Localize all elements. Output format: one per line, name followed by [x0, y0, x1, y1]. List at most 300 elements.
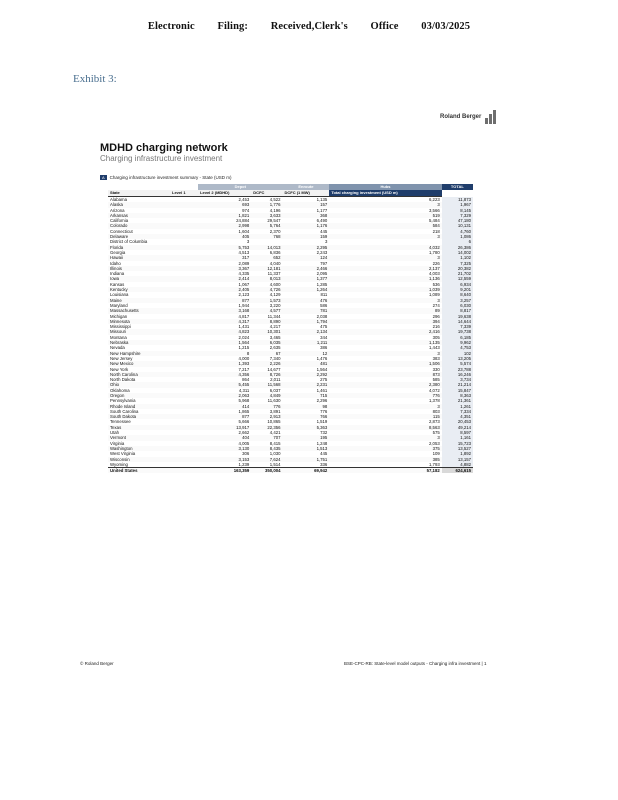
cell-state: Georgia: [110, 249, 126, 255]
cell-dcfc: 1,776: [251, 202, 282, 207]
cell-total: 5,574: [442, 361, 473, 366]
cell-dcfc-1mw: 115: [329, 414, 441, 419]
cell-dcfc-1mw: 109: [432, 451, 440, 457]
cell-hubs: 159: [283, 234, 330, 239]
cell-total: 1,161: [442, 435, 473, 440]
cell-dcfc: 2,635: [269, 345, 281, 351]
cell-level2: 1,564: [198, 340, 251, 345]
filing-header-word1: Electronic: [147, 21, 195, 32]
cell-dcfc: 22,356: [251, 425, 282, 430]
column-header-dcfc: DCFC: [251, 190, 282, 197]
cell-dcfc-1mw: 385: [329, 457, 441, 462]
cell-level2: 4,823: [198, 329, 251, 334]
cell-hubs: 1,211: [283, 340, 330, 345]
cell-level2: 4,000: [238, 355, 250, 361]
cell-dcfc: 776: [251, 404, 282, 409]
cell-dcfc: 67: [251, 351, 282, 356]
cell-dcfc-1mw: 6,223: [428, 197, 440, 202]
cell-state: Montana: [110, 334, 127, 340]
filing-header-word3: Received,Clerk's: [270, 21, 348, 32]
cell-dcfc-1mw: 1,089: [428, 292, 440, 298]
cell-dcfc: 14,013: [251, 245, 282, 250]
filing-header: [0, 21, 618, 32]
cell-level2: 877: [198, 298, 251, 303]
cell-total: 1,967: [442, 202, 473, 207]
cell-dcfc: 12,181: [251, 266, 282, 271]
cell-total: 7,329: [442, 213, 473, 218]
cell-dcfc: 3,633: [251, 213, 282, 218]
cell-dcfc-1mw: 3,566: [428, 207, 440, 213]
logo-text: Roland Berger: [440, 114, 482, 120]
cell-hubs: 1,264: [283, 287, 330, 292]
cell-hubs: 344: [320, 334, 328, 340]
cell-total: 1,086: [442, 234, 473, 239]
cell-state: Virginia: [110, 440, 125, 446]
cell-state: Pennsylvania: [110, 398, 136, 404]
cell-dcfc: 10,865: [267, 419, 281, 425]
cell-level2: 5,753: [198, 245, 251, 250]
cell-level2: 1,944: [238, 302, 250, 308]
investment-table: [108, 184, 473, 473]
cell-level2: 405: [198, 234, 251, 239]
column-header-level1: Level 1: [170, 190, 198, 197]
cell-level2: 5,968: [238, 398, 250, 404]
cell-hubs: 476: [283, 298, 330, 303]
cell-level2: 1,067: [238, 281, 250, 287]
cell-dcfc-1mw: 519: [329, 213, 441, 218]
cell-dcfc-1mw: 4,003: [428, 271, 440, 277]
cell-hubs: 69,942: [283, 468, 330, 474]
cell-hubs: 1,377: [283, 276, 330, 281]
cell-hubs: 797: [320, 260, 328, 266]
group-header-total: TOTAL: [442, 184, 473, 190]
filing-header-word4: Office: [370, 21, 399, 32]
table-tag: A: [102, 175, 105, 180]
cell-level2: 864: [242, 377, 250, 383]
cell-state: South Carolina: [110, 408, 139, 414]
cell-hubs: 1,176: [283, 223, 330, 228]
cell-dcfc-1mw: 5,484: [428, 218, 440, 224]
cell-dcfc-1mw: 394: [329, 319, 441, 324]
cell-dcfc-1mw: 1,378: [428, 398, 440, 404]
cell-total: 13,157: [442, 457, 473, 462]
cell-hubs: 3: [324, 239, 328, 245]
cell-level2: 3: [246, 239, 250, 245]
cell-dcfc: 707: [251, 435, 282, 440]
cell-dcfc: 8,013: [251, 276, 282, 281]
column-header-level2: Level 2 (MDHD): [198, 190, 251, 197]
cell-total: 7,325: [442, 261, 473, 266]
cell-total: 102: [442, 351, 473, 356]
cell-state: Oklahoma: [110, 387, 130, 393]
cell-level2: 5,666: [238, 419, 250, 425]
cell-state: South Dakota: [108, 414, 170, 419]
cell-dcfc-1mw: 2,137: [329, 266, 441, 271]
cell-hubs: 1,513: [283, 446, 330, 451]
cell-total: 4,351: [442, 414, 473, 419]
cell-state: Idaho: [110, 260, 121, 266]
column-header-dcfc-1mw: DCFC (1 MW): [283, 190, 330, 197]
cell-state: Nebraska: [108, 340, 170, 345]
slide-subtitle: Charging infrastructure investment: [100, 154, 223, 163]
cell-hubs: 386: [320, 345, 328, 351]
cell-total: 6: [442, 239, 473, 244]
cell-total: 3,257: [442, 298, 473, 303]
cell-dcfc: 11,568: [251, 382, 282, 387]
table-caption: [100, 175, 231, 180]
cell-hubs: 5,363: [283, 425, 330, 430]
cell-total: 1,261: [442, 404, 473, 409]
cell-dcfc: 7,624: [251, 457, 282, 462]
cell-dcfc: 652: [251, 255, 282, 260]
cell-total: 4,760: [442, 229, 473, 234]
cell-dcfc-1mw: 57,182: [329, 468, 441, 474]
cell-dcfc-1mw: 89: [329, 308, 441, 313]
cell-level2: 693: [198, 202, 251, 207]
cell-dcfc: 4,421: [269, 430, 281, 436]
cell-state: Arkansas: [108, 213, 170, 218]
cell-total: 9,201: [442, 287, 473, 292]
cell-hubs: 275: [320, 377, 328, 383]
cell-total: 19,638: [442, 314, 473, 319]
cell-total: 23,788: [442, 367, 473, 372]
filing-header-date: 03/03/2025: [421, 21, 471, 32]
cell-dcfc-1mw: 8,563: [329, 425, 441, 430]
cell-dcfc-1mw: 375: [329, 446, 441, 451]
cell-level2: 3,168: [198, 308, 251, 313]
cell-total: 13,205: [442, 356, 473, 361]
cell-dcfc: 5,764: [251, 223, 282, 228]
footer-source: BSE-CPC-RB: State-level model outputs - Charging infra investment | 1: [344, 661, 487, 666]
cell-dcfc-1mw: 1,443: [428, 345, 440, 351]
cell-hubs: 475: [320, 324, 328, 330]
group-header-hubs: Hubs: [329, 184, 441, 190]
cell-dcfc-1mw: 3: [329, 255, 441, 260]
cell-state: Alabama: [110, 197, 127, 202]
cell-dcfc: 29,547: [267, 218, 281, 224]
cell-dcfc: 2,913: [251, 414, 282, 419]
cell-total: 12,559: [442, 276, 473, 281]
cell-state: Delaware: [108, 234, 170, 239]
cell-level2: 7,217: [238, 366, 250, 372]
cell-dcfc-1mw: 3: [329, 298, 441, 303]
filing-header-word2: Filing:: [217, 21, 248, 32]
cell-total: 7,339: [442, 324, 473, 329]
cell-dcfc-1mw: 1,136: [329, 276, 441, 281]
cell-hubs: 124: [283, 255, 330, 260]
cell-level2: 1,431: [238, 324, 250, 330]
cell-state: District of Columbia: [110, 239, 148, 245]
cell-state: Wyoming: [110, 461, 128, 467]
cell-dcfc: 4,040: [269, 260, 281, 266]
cell-dcfc: 10,301: [251, 329, 282, 334]
cell-total: 15,723: [442, 441, 473, 446]
cell-state: North Carolina: [108, 372, 170, 377]
cell-hubs: 1,177: [316, 207, 328, 213]
cell-dcfc: 8,890: [251, 319, 282, 324]
cell-hubs: 811: [320, 292, 328, 298]
cell-dcfc: 8,435: [251, 446, 282, 451]
cell-dcfc: 6,037: [269, 387, 281, 393]
cell-level2: 4,335: [238, 271, 250, 277]
cell-hubs: 1,564: [316, 366, 328, 372]
bar-chart-logo-icon: [484, 110, 496, 124]
cell-level2: 2,063: [198, 393, 251, 398]
cell-state: Utah: [110, 430, 120, 436]
cell-hubs: 776: [320, 408, 328, 414]
cell-state: Colorado: [108, 223, 170, 228]
table-caption-text: Charging infrastructure investment summary - State (USD m): [109, 175, 232, 180]
cell-dcfc-1mw: 296: [432, 313, 440, 319]
cell-level2: 3,130: [198, 446, 251, 451]
cell-dcfc-1mw: 536: [432, 281, 440, 287]
cell-total: 19,738: [442, 329, 473, 334]
cell-state: New Jersey: [110, 355, 133, 361]
cell-total: 14,644: [442, 319, 473, 324]
cell-total: 11,873: [442, 197, 473, 203]
cell-total: 14,002: [442, 250, 473, 255]
cell-total: 13,527: [442, 446, 473, 451]
cell-hubs: 1,461: [316, 387, 328, 393]
cell-total: 1,892: [442, 451, 473, 456]
cell-dcfc: 3,891: [269, 408, 281, 414]
cell-dcfc-1mw: 1,039: [329, 287, 441, 292]
cell-level2: 163,359: [198, 468, 251, 474]
cell-state: New Mexico: [108, 361, 170, 366]
cell-dcfc: 6,836: [269, 249, 281, 255]
cell-total: 3,734: [442, 377, 473, 382]
cell-total: 6,185: [442, 335, 473, 340]
cell-total: 9,962: [442, 340, 473, 345]
cell-dcfc: 4,217: [269, 324, 281, 330]
cell-level2: 1,393: [198, 361, 251, 366]
group-header-enroute: Enroute: [283, 184, 330, 190]
cell-level2: 2,089: [238, 260, 250, 266]
cell-hubs: 336: [320, 461, 328, 467]
cell-dcfc: 1,030: [269, 451, 281, 457]
cell-dcfc-1mw: 274: [432, 302, 440, 308]
cell-total: 20,453: [442, 419, 473, 424]
cell-state: Maine: [108, 298, 170, 303]
cell-dcfc-1mw: 3: [329, 404, 441, 409]
cell-total: 6,934: [442, 282, 473, 287]
cell-dcfc: 768: [251, 234, 282, 239]
cell-level2: 2,024: [238, 334, 250, 340]
exhibit-label: Exhibit 3:: [73, 73, 117, 85]
cell-dcfc-1mw: 218: [432, 228, 440, 234]
cell-level2: 2,405: [198, 287, 251, 292]
cell-total: 8,640: [442, 292, 473, 297]
table-row-total: [108, 468, 473, 474]
cell-level2: 4,005: [238, 440, 250, 446]
cell-dcfc: 8,415: [269, 440, 281, 446]
cell-state: Rhode Island: [108, 404, 170, 409]
cell-level2: 4,356: [198, 372, 251, 377]
footer-copyright: © Roland Berger: [80, 661, 114, 666]
cell-dcfc-1mw: 305: [432, 334, 440, 340]
cell-dcfc-1mw: 3: [329, 435, 441, 440]
cell-state: Ohio: [108, 382, 170, 387]
cell-dcfc: 8,726: [251, 372, 282, 377]
cell-hubs: 445: [320, 228, 328, 234]
cell-dcfc-1mw: 2,416: [329, 329, 441, 334]
cell-hubs: 98: [283, 404, 330, 409]
cell-total: 26,386: [442, 245, 473, 250]
cell-state: Connecticut: [110, 228, 133, 234]
cell-dcfc: 11,630: [267, 398, 281, 404]
cell-state: Wisconsin: [108, 457, 170, 462]
cell-state: Texas: [108, 425, 170, 430]
cell-state: United States: [108, 468, 170, 474]
cell-level2: 13,917: [198, 425, 251, 430]
cell-total: 8,817: [442, 308, 473, 313]
cell-dcfc-1mw: 584: [329, 223, 441, 228]
cell-state: Florida: [108, 245, 170, 250]
cell-hubs: 1,751: [283, 457, 330, 462]
cell-hubs: 6,490: [316, 218, 328, 224]
cell-level2: 2,453: [238, 197, 250, 202]
cell-level2: 1,604: [238, 228, 250, 234]
cell-hubs: 1,794: [283, 319, 330, 324]
cell-dcfc: 2,370: [269, 228, 281, 234]
column-header-state: State: [108, 190, 170, 197]
cell-state: Arizona: [110, 207, 125, 213]
cell-dcfc-1mw: 2,053: [428, 440, 440, 446]
cell-total: 8,363: [442, 393, 473, 398]
cell-state: Maryland: [110, 302, 128, 308]
cell-total: 49,214: [442, 425, 473, 430]
cell-state: New Hampshire: [108, 351, 170, 356]
cell-hubs: 195: [283, 435, 330, 440]
cell-level2: 2,123: [238, 292, 250, 298]
cell-dcfc: 4,522: [269, 197, 281, 202]
cell-dcfc: 4,196: [269, 207, 281, 213]
cell-total: 4,882: [442, 462, 473, 468]
cell-dcfc-1mw: 2,873: [428, 419, 440, 425]
cell-level2: 877: [198, 414, 251, 419]
cell-total: 21,361: [442, 398, 473, 403]
cell-state: Tennessee: [110, 419, 131, 425]
cell-total: 21,702: [442, 271, 473, 276]
cell-dcfc: 4,726: [251, 287, 282, 292]
cell-dcfc: 3,220: [269, 302, 281, 308]
cell-dcfc-1mw: 226: [432, 260, 440, 266]
cell-state: Hawaii: [108, 255, 170, 260]
cell-hubs: 481: [283, 361, 330, 366]
cell-total: 6,030: [442, 303, 473, 308]
cell-dcfc-1mw: 776: [329, 393, 441, 398]
cell-hubs: 2,134: [283, 329, 330, 334]
cell-dcfc-1mw: 873: [329, 372, 441, 377]
cell-dcfc-1mw: 4,032: [329, 245, 441, 250]
cell-state: New York: [110, 366, 129, 372]
cell-state: North Dakota: [110, 377, 136, 383]
cell-dcfc: 2,226: [251, 361, 282, 366]
cell-state: Illinois: [108, 266, 170, 271]
cell-state: Michigan: [110, 313, 128, 319]
cell-total: 10,131: [442, 223, 473, 228]
cell-level2: 1,239: [238, 461, 250, 467]
cell-total: 7,334: [442, 409, 473, 414]
cell-dcfc-1mw: 803: [432, 408, 440, 414]
company-logo: [440, 110, 496, 124]
cell-dcfc-1mw: 575: [432, 430, 440, 436]
cell-hubs: 2,038: [316, 313, 328, 319]
cell-hubs: 2,231: [283, 382, 330, 387]
cell-hubs: 1,285: [316, 281, 328, 287]
cell-level1: [170, 468, 198, 474]
cell-hubs: 1,476: [316, 355, 328, 361]
cell-dcfc-1mw: 1,793: [428, 461, 440, 467]
cell-hubs: 368: [283, 213, 330, 218]
cell-dcfc-1mw: 585: [432, 377, 440, 383]
cell-dcfc: 11,344: [267, 313, 281, 319]
cell-hubs: 12: [283, 351, 330, 356]
cell-hubs: 2,466: [283, 266, 330, 271]
cell-level2: 2,998: [198, 223, 251, 228]
cell-state: Louisiana: [110, 292, 129, 298]
cell-level2: 2,414: [198, 276, 251, 281]
cell-hubs: 715: [283, 393, 330, 398]
cell-state: Vermont: [108, 435, 170, 440]
cell-hubs: 2,095: [316, 271, 328, 277]
cell-total: 16,246: [442, 372, 473, 377]
cell-level2: 4,317: [198, 319, 251, 324]
cell-dcfc: 3,465: [269, 334, 281, 340]
cell-level2: 1,215: [238, 345, 250, 351]
cell-level2: 404: [198, 435, 251, 440]
cell-dcfc: 14,677: [267, 366, 281, 372]
cell-dcfc: 1,514: [269, 461, 281, 467]
cell-state: Indiana: [110, 271, 125, 277]
cell-hubs: 1,135: [316, 197, 328, 202]
cell-state: Iowa: [108, 276, 170, 281]
cell-total: 21,214: [442, 382, 473, 387]
cell-level2: 414: [198, 404, 251, 409]
cell-level2: 306: [242, 451, 250, 457]
cell-total: 624,615: [442, 468, 473, 474]
cell-level2: 4,311: [238, 387, 250, 393]
cell-state: West Virginia: [110, 451, 136, 457]
cell-level2: 1,865: [238, 408, 250, 414]
cell-dcfc: 4,577: [251, 308, 282, 313]
cell-hubs: 2,292: [283, 372, 330, 377]
cell-total: 47,180: [442, 218, 473, 223]
cell-level2: 1,821: [198, 213, 251, 218]
cell-hubs: 157: [283, 202, 330, 207]
group-header-depot: Depot: [198, 184, 282, 190]
cell-dcfc: 4,849: [251, 393, 282, 398]
cell-dcfc-1mw: 1,135: [329, 340, 441, 345]
cell-dcfc-1mw: 4,072: [428, 387, 440, 393]
cell-dcfc: 7,340: [269, 355, 281, 361]
cell-hubs: 766: [283, 414, 330, 419]
cell-dcfc-1mw: 3: [329, 234, 441, 239]
cell-dcfc: 4,600: [269, 281, 281, 287]
cell-level2: 4,817: [238, 313, 250, 319]
cell-dcfc: 6,035: [251, 340, 282, 345]
cell-dcfc-1mw: 3: [329, 351, 441, 356]
table-body: [108, 197, 473, 474]
cell-level2: 4,513: [238, 249, 250, 255]
cell-hubs: 2,296: [316, 398, 328, 404]
cell-state: Kansas: [110, 281, 125, 287]
cell-state: Kentucky: [108, 287, 170, 292]
cell-hubs: 445: [320, 451, 328, 457]
cell-state: Washington: [108, 446, 170, 451]
cell-state: Oregon: [108, 393, 170, 398]
cell-state: Massachusetts: [108, 308, 170, 313]
